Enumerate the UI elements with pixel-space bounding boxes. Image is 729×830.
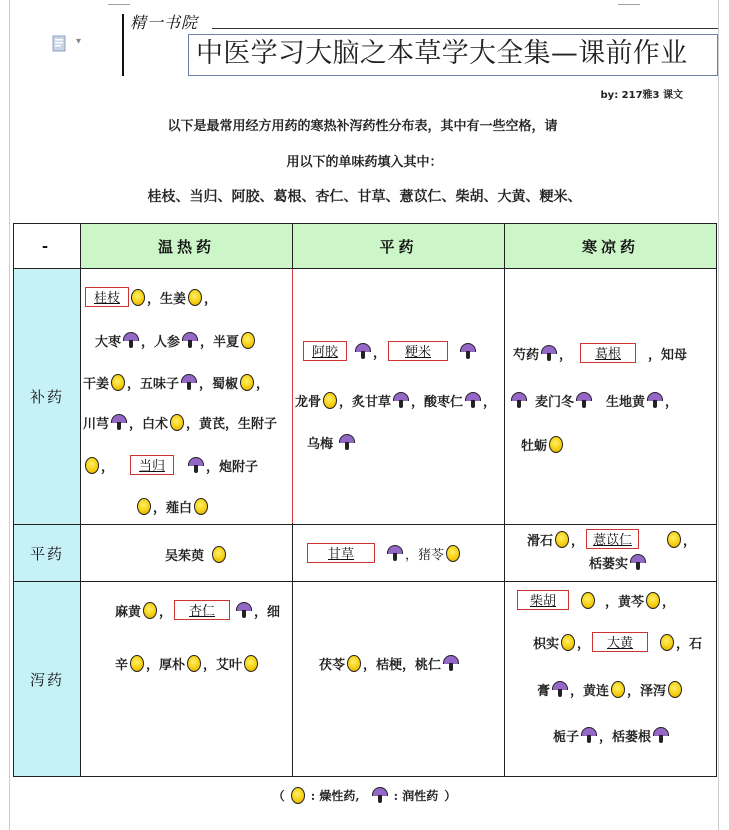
herb-text: ，石 <box>676 636 703 652</box>
answer-box[interactable]: 阿胶 <box>303 341 347 361</box>
cell-tonify-warm: 桂枝 ，生姜 ， 大枣 ，人参 ，半夏 干姜 ，五味子 ，蜀椒 ， 川芎 ，白术 ，黄芪，生附子 ， 当归 ，炮附子 ，薤白 <box>81 269 293 525</box>
herb-text: ，蜀椒 <box>199 377 239 392</box>
moist-herb-icon <box>111 414 127 431</box>
moist-herb-icon <box>541 345 557 362</box>
herb-text: ，黄芩 <box>605 594 645 610</box>
herb-text: 麦门冬 <box>535 395 575 410</box>
document-icon[interactable] <box>50 34 70 54</box>
answer-box[interactable]: 甘草 <box>307 543 375 563</box>
herb-text: 滑石 <box>527 533 554 549</box>
herb-text: ，炙甘草 <box>339 395 392 410</box>
warm-dry-herb-icon <box>561 634 575 651</box>
moist-herb-icon <box>460 343 476 360</box>
moist-herb-icon <box>355 343 371 360</box>
herb-text: ，黄芪，生附子 <box>186 417 278 432</box>
red-column-line <box>292 269 293 523</box>
legend-paren: ） <box>444 789 457 803</box>
warm-dry-herb-icon <box>111 374 125 391</box>
moist-herb-icon <box>372 787 388 804</box>
brand-rule <box>212 28 718 29</box>
herb-text: ，泽泻 <box>627 684 667 699</box>
cell-neutral-neutral <box>293 525 505 582</box>
row-label-tonify: 补药 <box>14 269 81 525</box>
page-title: 中医学习大脑之本草学大全集—课前作业 <box>196 38 688 69</box>
herb-text: 栝蒌实 <box>589 557 629 572</box>
warm-dry-herb-icon <box>446 545 460 562</box>
warm-dry-herb-icon <box>667 531 681 548</box>
moist-herb-icon <box>653 727 669 744</box>
herb-text: ，人参 <box>141 335 181 350</box>
cell-neutral-cold <box>505 525 717 582</box>
herb-text: ， <box>577 636 591 652</box>
moist-herb-icon <box>387 545 403 562</box>
answer-box[interactable]: 柴胡 <box>517 590 569 610</box>
herb-text: ，薤白 <box>153 501 193 516</box>
cell-purge-neutral <box>293 582 505 777</box>
herb-property-table <box>13 223 717 777</box>
warm-dry-herb-icon <box>660 634 674 651</box>
moist-herb-icon <box>236 602 252 619</box>
warm-dry-herb-icon <box>194 498 208 515</box>
herb-text: 枳实 <box>533 636 560 652</box>
table-corner: - <box>14 224 81 269</box>
warm-dry-herb-icon <box>170 414 184 431</box>
herb-text: 麻黄 <box>115 604 142 620</box>
herb-text: ，白术 <box>129 417 169 432</box>
brand-signature: 精一书院 <box>130 13 199 32</box>
herb-text: 大枣 <box>95 335 122 350</box>
answer-box[interactable]: 葛根 <box>580 343 636 363</box>
herb-text: 川芎 <box>83 417 110 432</box>
warm-dry-herb-icon <box>555 531 569 548</box>
moist-herb-icon <box>552 681 568 698</box>
herb-text: ， <box>662 594 676 610</box>
warm-dry-herb-icon <box>244 655 258 672</box>
warm-dry-herb-icon <box>212 546 226 563</box>
answer-box[interactable]: 粳米 <box>388 341 448 361</box>
herb-text: 乌梅 <box>307 437 334 452</box>
warm-dry-herb-icon <box>187 655 201 672</box>
herb-text: 生地黄 <box>606 395 646 410</box>
herb-text: 膏 <box>537 684 551 699</box>
legend-paren: （ <box>272 789 285 803</box>
herb-text: ，桔梗，桃仁 <box>363 658 442 673</box>
moist-herb-icon <box>630 554 646 571</box>
col-header-neutral: 平药 <box>293 224 505 269</box>
legend-warm-label: : 燥性药, <box>310 789 360 803</box>
warm-dry-herb-icon <box>646 592 660 609</box>
herb-text: 辛 <box>115 658 129 673</box>
herb-text: ，酸枣仁 <box>411 395 464 410</box>
herb-text: ，生姜 <box>147 291 187 307</box>
warm-dry-herb-icon <box>241 332 255 349</box>
row-label-purge: 泻药 <box>14 582 81 777</box>
moist-herb-icon <box>465 392 481 409</box>
herb-text: 芍药 <box>513 347 540 363</box>
page-corner-mark <box>618 4 640 5</box>
herb-list: 桂枝、当归、阿胶、葛根、杏仁、甘草、薏苡仁、柴胡、大黄、粳米、 <box>147 189 582 205</box>
herb-text: ，黄连 <box>570 684 610 699</box>
answer-box[interactable]: 当归 <box>130 455 174 475</box>
byline: by: 217雅3 课文 <box>600 90 683 101</box>
answer-box[interactable]: 大黄 <box>592 632 648 652</box>
herb-text: 牡蛎 <box>521 439 548 454</box>
warm-dry-herb-icon <box>291 787 305 804</box>
herb-text: 干姜 <box>83 377 110 392</box>
herb-text: ，猪苓 <box>405 547 445 563</box>
herb-text: ， <box>204 291 218 307</box>
moist-herb-icon <box>123 332 139 349</box>
cell-purge-warm <box>81 582 293 777</box>
row-label-neutral: 平药 <box>14 525 81 582</box>
herb-text: ， <box>571 533 585 549</box>
herb-text: ， <box>683 533 697 549</box>
cell-purge-cold <box>505 582 717 777</box>
moist-herb-icon <box>511 392 527 409</box>
legend <box>0 787 729 804</box>
moist-herb-icon <box>182 332 198 349</box>
intro-line-2: 用以下的单味药填入其中： <box>286 155 443 170</box>
warm-dry-herb-icon <box>347 655 361 672</box>
herb-text: ，半夏 <box>200 335 240 350</box>
herb-text: 茯苓 <box>319 658 346 673</box>
col-header-warm: 温热药 <box>81 224 293 269</box>
col-header-cold: 寒凉药 <box>505 224 717 269</box>
herb-text: ，五味子 <box>127 377 180 392</box>
warm-dry-herb-icon <box>611 681 625 698</box>
warm-dry-herb-icon <box>131 289 145 306</box>
warm-dry-herb-icon <box>143 602 157 619</box>
warm-dry-herb-icon <box>668 681 682 698</box>
warm-dry-herb-icon <box>188 289 202 306</box>
warm-dry-herb-icon <box>85 457 99 474</box>
legend-moist-label: : 润性药 <box>393 789 439 803</box>
answer-box[interactable]: 杏仁 <box>174 600 230 620</box>
cell-neutral-warm <box>81 525 293 582</box>
herb-text: ，知母 <box>648 347 688 363</box>
answer-box[interactable]: 桂枝 <box>85 287 129 307</box>
herb-text: ， <box>483 395 497 410</box>
warm-dry-herb-icon <box>137 498 151 515</box>
chevron-down-icon[interactable]: ▾ <box>76 36 82 47</box>
page-corner-mark <box>108 4 130 5</box>
moist-herb-icon <box>339 434 355 451</box>
moist-herb-icon <box>581 727 597 744</box>
cell-tonify-neutral: 阿胶 ， 粳米 龙骨 ，炙甘草 ，酸枣仁 ， 乌梅 <box>293 269 505 525</box>
warm-dry-herb-icon <box>581 592 595 609</box>
herb-text: ，细 <box>254 604 281 620</box>
herb-text: ， <box>159 604 173 620</box>
herb-text: 龙骨 <box>295 395 322 410</box>
herb-text: ，艾叶 <box>203 658 243 673</box>
intro-line-1: 以下是最常用经方用药的寒热补泻药性分布表，其中有一些空格，请 <box>167 119 558 134</box>
warm-dry-herb-icon <box>549 436 563 453</box>
moist-herb-icon <box>188 457 204 474</box>
warm-dry-herb-icon <box>240 374 254 391</box>
moist-herb-icon <box>647 392 663 409</box>
herb-text: ， <box>665 395 679 410</box>
herb-text: 吴茱萸 <box>165 549 205 564</box>
moist-herb-icon <box>393 392 409 409</box>
cell-tonify-cold <box>505 269 717 525</box>
moist-herb-icon <box>576 392 592 409</box>
moist-herb-icon <box>443 655 459 672</box>
herb-text: ，厚朴 <box>146 658 186 673</box>
moist-herb-icon <box>181 374 197 391</box>
answer-box[interactable]: 薏苡仁 <box>586 529 639 549</box>
herb-text: ， <box>559 347 573 363</box>
warm-dry-herb-icon <box>323 392 337 409</box>
warm-dry-herb-icon <box>130 655 144 672</box>
herb-text: ，炮附子 <box>206 459 259 475</box>
herb-text: ，栝蒌根 <box>599 730 652 745</box>
herb-text: ， <box>256 377 270 392</box>
header-divider <box>122 14 124 76</box>
herb-text: 栀子 <box>553 730 580 745</box>
